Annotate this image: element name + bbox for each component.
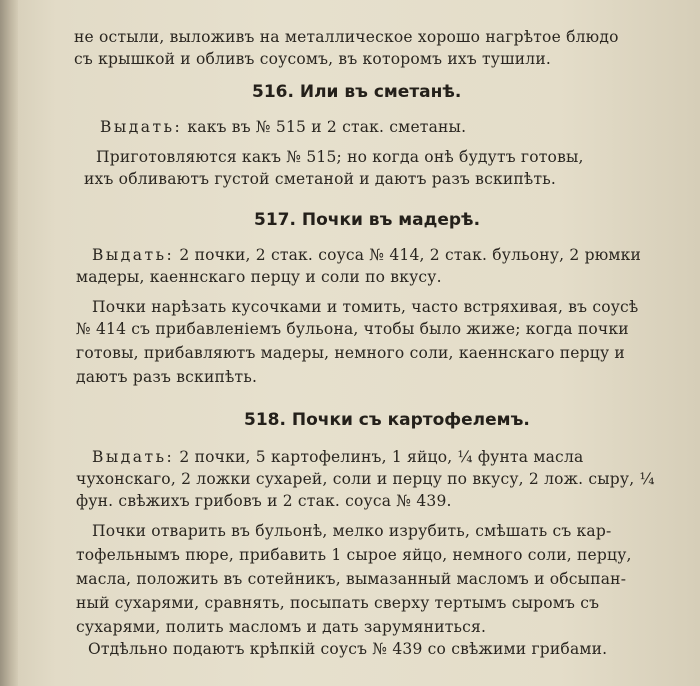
yield-label: Выдать: (92, 448, 175, 466)
recipe-body-line: Почки нарѣзать кусочками и томить, часто встряхивая, въ соусѣ (92, 298, 639, 316)
yield-text: 2 почки, 5 картофелинъ, 1 яйцо, ¼ фунта масла (179, 448, 584, 466)
yield-label: Выдать: (92, 246, 175, 264)
intro-line: съ крышкой и обливъ соусомъ, въ которомъ ихъ тушили. (74, 50, 551, 68)
recipe-yield-line: фун. свѣжихъ грибовъ и 2 стак. соуса № 439. (76, 492, 452, 510)
page-gutter (0, 0, 18, 686)
recipe-body-line: Почки отварить въ бульонѣ, мелко изрубить, смѣшать съ кар- (92, 522, 612, 540)
recipe-body-line: № 414 съ прибавленіемъ бульона, чтобы было жиже; когда почки (76, 320, 629, 338)
recipe-heading-517: 517. Почки въ мадерѣ. (254, 210, 481, 230)
recipe-yield-516 (100, 118, 466, 136)
recipe-yield-517 (92, 246, 641, 264)
recipe-body-line: ихъ обливаютъ густой сметаной и даютъ разъ вскипѣть. (84, 170, 557, 188)
recipe-yield-line: чухонскаго, 2 ложки сухарей, соли и перцу по вкусу, 2 лож. сыру, ¼ (76, 470, 655, 488)
recipe-body-line: Приготовляются какъ № 515; но когда онѣ будутъ готовы, (96, 148, 584, 166)
yield-text: какъ въ № 515 и 2 стак. сметаны. (187, 118, 467, 136)
recipe-yield-518 (92, 448, 583, 466)
recipe-body-line: готовы, прибавляютъ мадеры, немного соли, каеннскаго перцу и (76, 344, 625, 362)
recipe-heading-516: 516. Или въ сметанѣ. (252, 82, 462, 102)
recipe-body-line: ный сухарями, сравнять, посыпать сверху тертымъ сыромъ съ (76, 594, 600, 612)
yield-text: 2 почки, 2 стак. соуса № 414, 2 стак. бульону, 2 рюмки (179, 246, 642, 264)
recipe-body-line: сухарями, полить масломъ и дать зарумяниться. (76, 618, 487, 636)
recipe-body-line: даютъ разъ вскипѣть. (76, 368, 258, 386)
yield-label: Выдать: (100, 118, 183, 136)
recipe-body-line: Отдѣльно подаютъ крѣпкій соусъ № 439 со свѣжими грибами. (88, 640, 608, 658)
recipe-yield-line: мадеры, каеннскаго перцу и соли по вкусу. (76, 268, 442, 286)
recipe-body-line: масла, положить въ сотейникъ, вымазанный масломъ и обсыпан- (76, 570, 627, 588)
recipe-body-line: тофельнымъ пюре, прибавить 1 сырое яйцо, немного соли, перцу, (76, 546, 632, 564)
intro-line: не остыли, выложивъ на металлическое хорошо нагрѣтое блюдо (74, 28, 619, 46)
recipe-heading-518: 518. Почки съ картофелемъ. (244, 410, 530, 430)
